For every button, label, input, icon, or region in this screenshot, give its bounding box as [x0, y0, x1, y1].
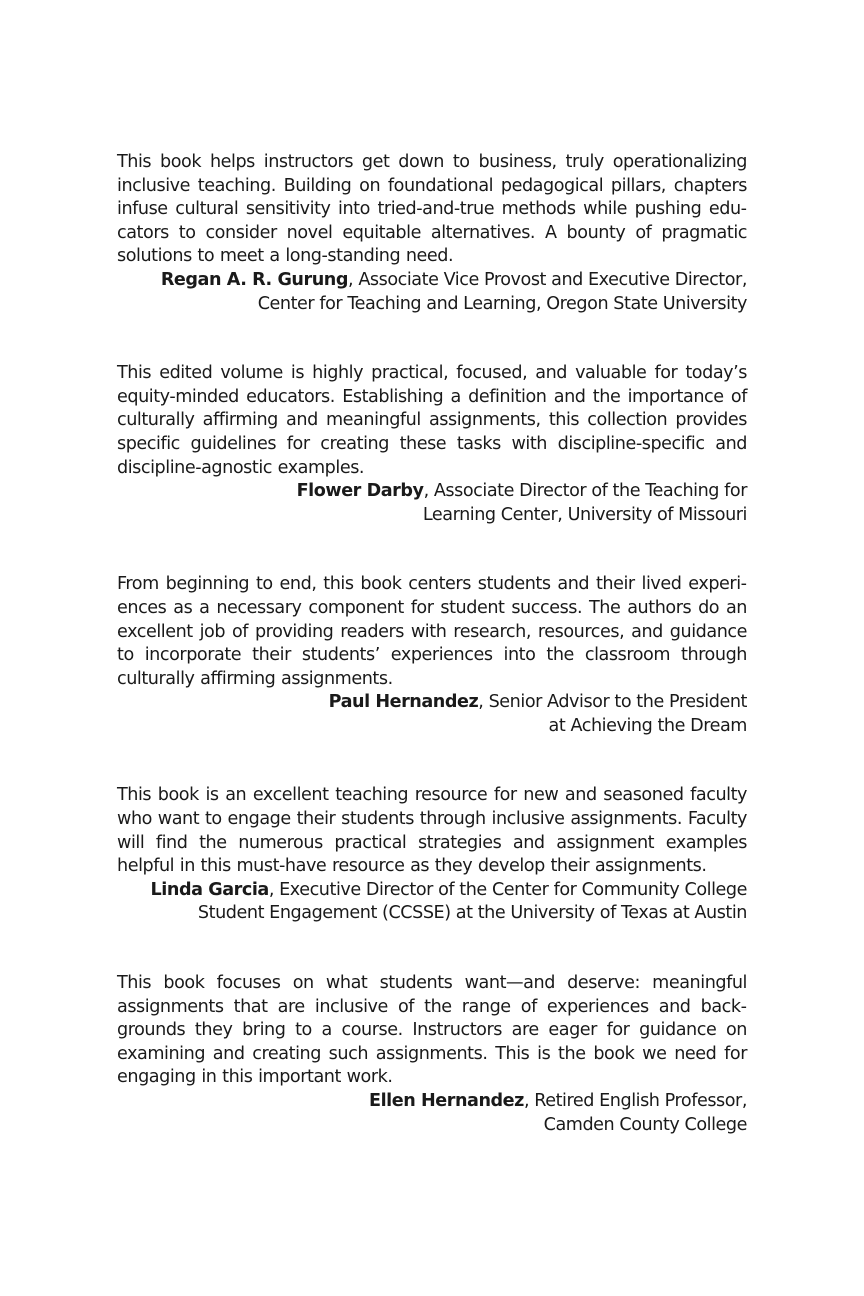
attribution-line-1 [117, 480, 747, 504]
endorser-title: , Senior Advisor to the President [478, 692, 747, 713]
testimonial-quote: This edited volume is highly practical, focused, and valuable for today’s equity-minded educators. Establishing a definition and the importance of culturally affirming and meaningful assignments, this collection provides specific guidelines for creating these tasks with discipline-specific and discipline-agnostic examples. [117, 363, 747, 478]
endorser-title: , Associate Vice Provost and Executive Director, [348, 269, 747, 290]
endorser-name: Flower Darby [296, 481, 424, 502]
testimonial [117, 573, 747, 738]
testimonial-quote: From beginning to end, this book centers students and their lived experiences as a necessary component for student success. The authors do an excellent job of providing readers with research, resources, and guidance to incorporate their students’ experiences into the classroom through culturally affirming assignments. [117, 574, 747, 689]
testimonial-quote: This book helps instructors get down to business, truly operationalizing inclusive teaching. Building on foundational pedagogical pillars, chapters infuse cultural sensitivity into tried-and-true methods while pushing educators to consider novel equitable alternatives. A bounty of pragmatic solutions to meet a long-standing need. [117, 152, 747, 267]
testimonial-quote: This book focuses on what students want—and deserve: meaningful assignments that are inclusive of the range of experiences and backgrounds they bring to a course. Instructors are eager for guidance on examining and creating such assignments. This is the book we need for engaging in this important work. [117, 973, 747, 1088]
testimonial [117, 784, 747, 926]
testimonial [117, 972, 747, 1137]
testimonial-attribution [117, 1090, 747, 1137]
endorser-title: , Retired English Professor, [523, 1091, 747, 1111]
attribution-line-1 [117, 1090, 747, 1114]
endorser-affiliation: Center for Teaching and Learning, Oregon State University [257, 293, 747, 314]
testimonial-attribution [117, 269, 747, 316]
testimonial-attribution [117, 691, 747, 738]
attribution-line-1 [117, 269, 747, 293]
endorser-name: Linda Garcia [150, 879, 269, 900]
endorser-affiliation: Camden County College [543, 1114, 747, 1135]
attribution-line-1 [117, 879, 747, 903]
testimonial-attribution [117, 480, 747, 527]
attribution-line-1 [117, 691, 747, 715]
endorser-name: Paul Hernandez [328, 692, 479, 713]
endorser-title: , Executive Director of the Center for Community College [268, 879, 747, 900]
endorsements-page [117, 151, 747, 1183]
endorser-affiliation: at Achieving the Dream [548, 715, 747, 736]
endorser-name: Ellen Hernandez [369, 1091, 524, 1111]
testimonial [117, 151, 747, 316]
endorser-affiliation: Learning Center, University of Missouri [422, 504, 747, 525]
endorser-name: Regan A. R. Gurung [160, 269, 349, 290]
endorser-title: , Associate Director of the Teaching for [423, 481, 747, 502]
testimonial-attribution [117, 879, 747, 926]
endorser-affiliation: Student Engagement (CCSSE) at the University of Texas at Austin [197, 903, 747, 924]
testimonial [117, 362, 747, 527]
testimonial-quote: This book is an excellent teaching resource for new and seasoned faculty who want to engage their students through inclusive assignments. Faculty will find the numerous practical strategies and assignment examples helpful in this must-have resource as they develop their assignments. [117, 785, 747, 877]
